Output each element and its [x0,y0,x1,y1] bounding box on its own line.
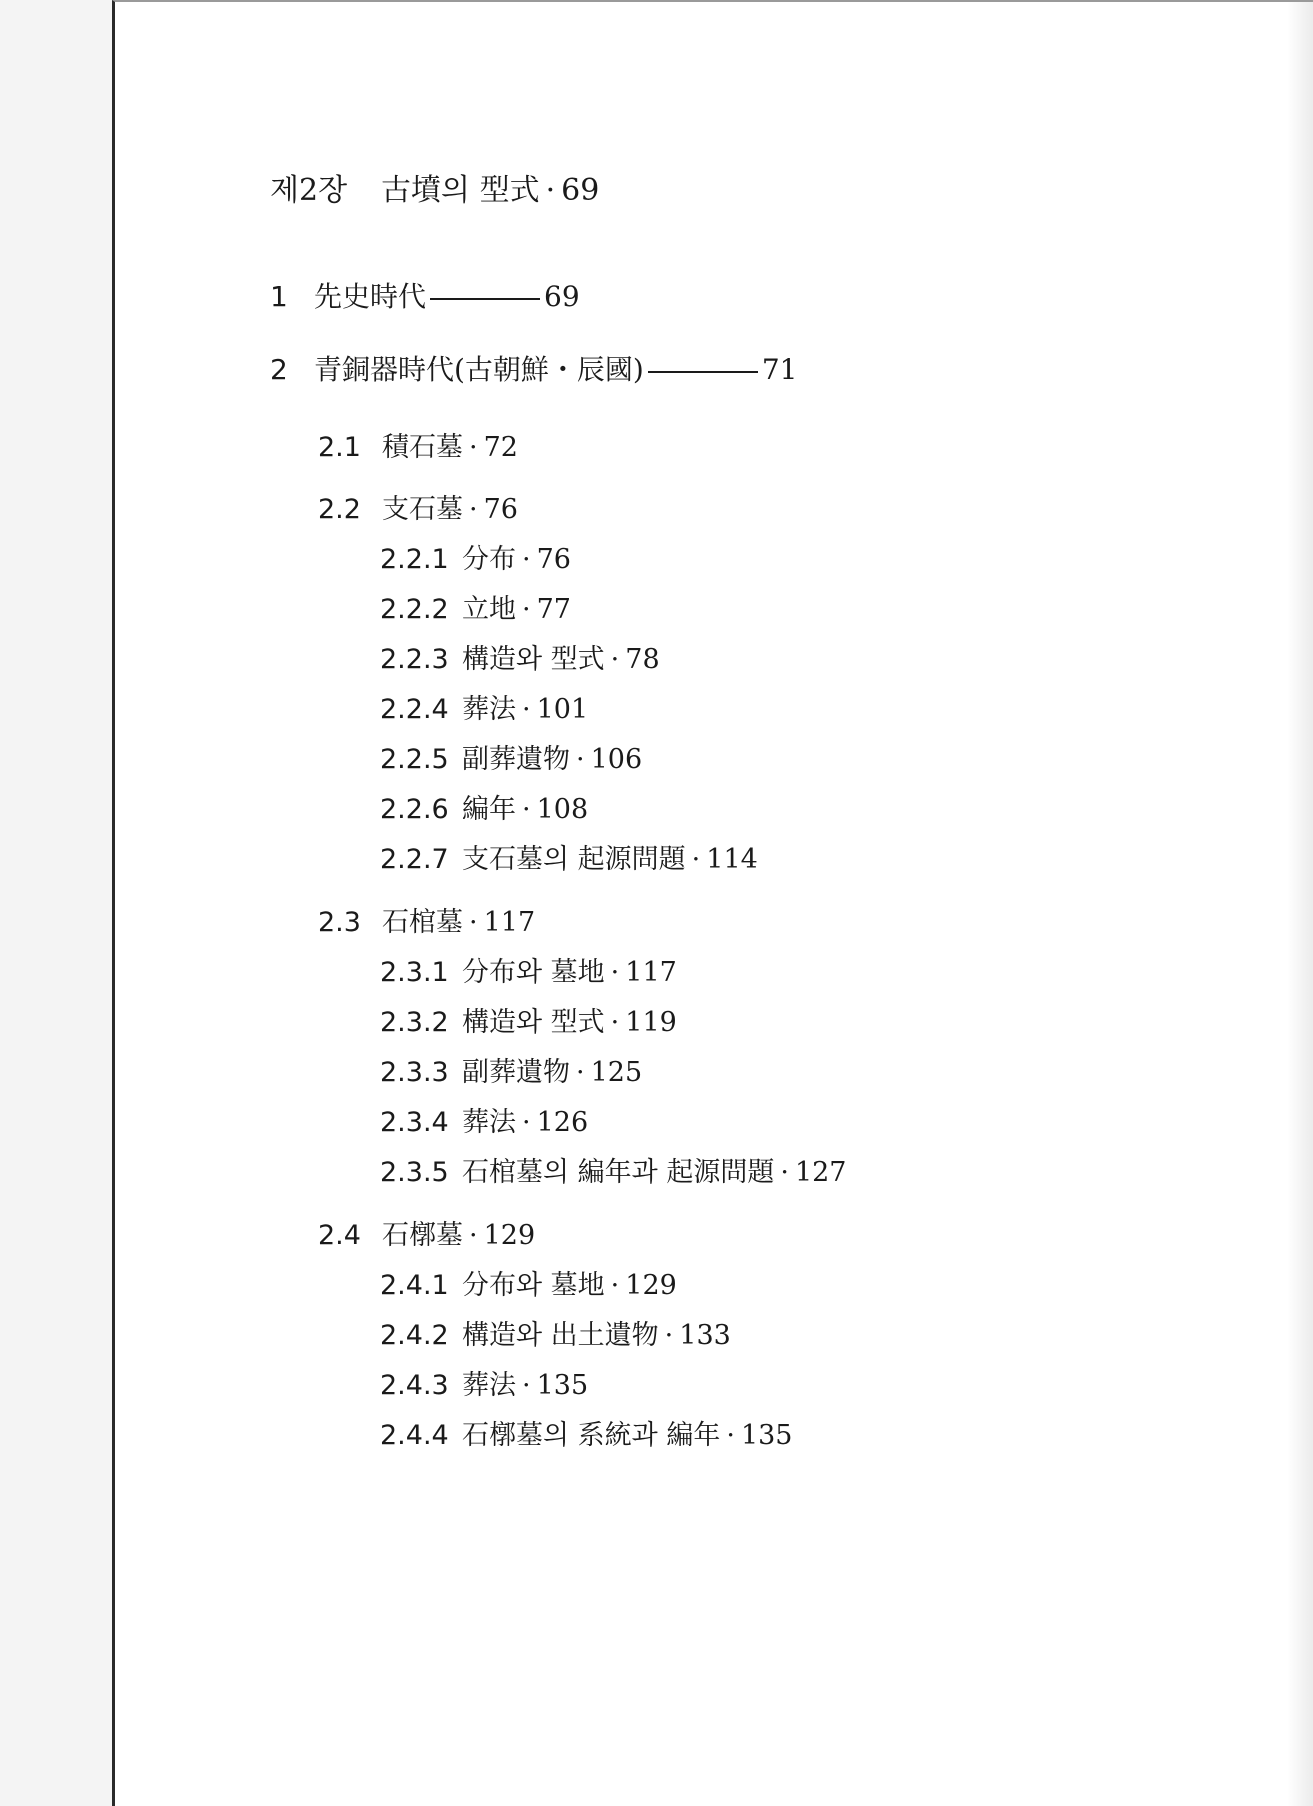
subsubsection-page: 108 [536,794,589,825]
separator-dot: · [469,1220,478,1251]
subsubsection-page: 77 [536,594,571,625]
separator-dot: · [576,1057,585,1088]
subsubsection-title: 編年 [462,794,516,825]
subsection-title: 石槨墓 [382,1220,463,1251]
toc-subsubsection [380,1322,731,1349]
chapter-heading [270,173,600,208]
toc-subsubsection [380,1422,792,1449]
subsubsection-page: 101 [536,694,589,725]
subsubsection-number: 2.2.3 [380,644,449,675]
separator-dot: · [610,957,620,988]
chapter-number: 제2장 [270,173,348,208]
separator-dot: · [522,794,531,825]
toc-subsubsection [380,1109,588,1136]
subsubsection-page: 119 [625,1007,677,1038]
subsection-number: 2.4 [318,1220,361,1251]
toc-subsection [318,909,535,936]
separator-dot: · [610,1007,620,1038]
subsubsection-title: 葬法 [462,694,516,725]
document-page [112,0,1313,1806]
toc-section [270,280,580,313]
toc-section [270,353,798,386]
subsubsection-page: 78 [625,644,660,675]
subsubsection-title: 副葬遺物 [462,744,570,775]
subsubsection-number: 2.2.7 [380,844,449,875]
subsubsection-page: 135 [536,1370,589,1401]
subsubsection-title: 副葬遺物 [462,1057,570,1088]
toc-subsubsection [380,959,677,986]
toc-subsubsection [380,1009,677,1036]
subsubsection-title: 支石墓의 起源問題 [462,844,686,875]
separator-dot: · [522,1107,531,1138]
toc-subsubsection [380,1272,677,1299]
separator-dot: · [522,544,531,575]
subsubsection-number: 2.4.3 [380,1370,449,1401]
subsubsection-title: 分布와 墓地 [462,957,605,988]
toc-subsubsection [380,646,660,673]
subsubsection-page: 129 [625,1270,677,1301]
separator-dot: · [576,744,585,775]
separator-dot: · [522,1370,531,1401]
separator-dot: · [469,432,478,463]
toc-subsubsection [380,696,588,723]
section-page: 71 [761,353,798,386]
separator-dot: · [469,907,478,938]
subsection-page: 76 [483,494,518,525]
subsubsection-page: 106 [590,744,643,775]
subsubsection-title: 構造와 出土遺物 [462,1320,659,1351]
section-title: 先史時代 [314,280,427,313]
subsection-title: 支石墓 [382,494,463,525]
separator-dot: · [726,1420,735,1451]
separator-dot: · [522,694,531,725]
subsubsection-number: 2.3.4 [380,1107,449,1138]
toc-subsubsection [380,1059,642,1086]
subsubsection-title: 構造와 型式 [462,1007,605,1038]
subsubsection-page: 114 [706,844,758,875]
toc-subsubsection [380,746,642,773]
subsubsection-page: 133 [679,1320,731,1351]
toc-subsubsection [380,846,758,873]
subsubsection-page: 127 [794,1157,847,1188]
subsection-page: 117 [483,907,536,938]
leader-line [648,371,758,373]
separator-dot: · [545,173,556,208]
subsubsection-number: 2.2.6 [380,794,449,825]
subsubsection-number: 2.3.3 [380,1057,449,1088]
chapter-title: 古墳의 型式 [381,173,540,208]
toc-subsection [318,1222,535,1249]
subsubsection-page: 126 [536,1107,589,1138]
chapter-page: 69 [561,173,600,208]
subsubsection-page: 117 [625,957,677,988]
subsubsection-title: 構造와 型式 [462,644,605,675]
separator-dot: · [522,594,531,625]
subsubsection-title: 分布와 墓地 [462,1270,605,1301]
separator-dot: · [664,1320,674,1351]
subsubsection-number: 2.4.2 [380,1320,449,1351]
subsubsection-page: 76 [536,544,571,575]
subsection-page: 72 [483,432,518,463]
subsection-page: 129 [483,1220,536,1251]
separator-dot: · [691,844,701,875]
subsection-title: 積石墓 [382,432,463,463]
subsubsection-title: 分布 [462,544,516,575]
subsubsection-page: 125 [590,1057,643,1088]
subsection-number: 2.1 [318,432,361,463]
subsubsection-title: 葬法 [462,1370,516,1401]
subsubsection-number: 2.3.5 [380,1157,449,1188]
subsubsection-number: 2.3.2 [380,1007,449,1038]
separator-dot: · [780,1157,789,1188]
subsubsection-title: 葬法 [462,1107,516,1138]
subsubsection-title: 石槨墓의 系統과 編年 [462,1420,721,1451]
subsubsection-number: 2.2.4 [380,694,449,725]
subsubsection-number: 2.3.1 [380,957,449,988]
subsubsection-title: 立地 [462,594,516,625]
separator-dot: · [610,1270,620,1301]
toc-subsubsection [380,596,571,623]
separator-dot: · [610,644,620,675]
separator-dot: · [469,494,478,525]
section-number: 1 [270,280,288,313]
toc-subsubsection [380,1372,588,1399]
toc-subsection [318,434,518,461]
leader-line [430,298,540,300]
subsubsection-number: 2.4.4 [380,1420,449,1451]
section-title: 青銅器時代(古朝鮮・辰國) [314,353,644,386]
section-page: 69 [544,280,580,313]
subsubsection-title: 石棺墓의 編年과 起源問題 [462,1157,775,1188]
subsubsection-page: 135 [740,1420,793,1451]
subsubsection-number: 2.2.1 [380,544,449,575]
toc-subsection [318,496,518,523]
subsubsection-number: 2.2.5 [380,744,449,775]
section-number: 2 [270,353,288,386]
subsection-title: 石棺墓 [382,907,463,938]
subsubsection-number: 2.2.2 [380,594,449,625]
toc-subsubsection [380,1159,846,1186]
table-of-contents [115,2,1313,1806]
subsubsection-number: 2.4.1 [380,1270,449,1301]
toc-subsubsection [380,796,588,823]
subsection-number: 2.3 [318,907,361,938]
subsection-number: 2.2 [318,494,361,525]
toc-subsubsection [380,546,571,573]
